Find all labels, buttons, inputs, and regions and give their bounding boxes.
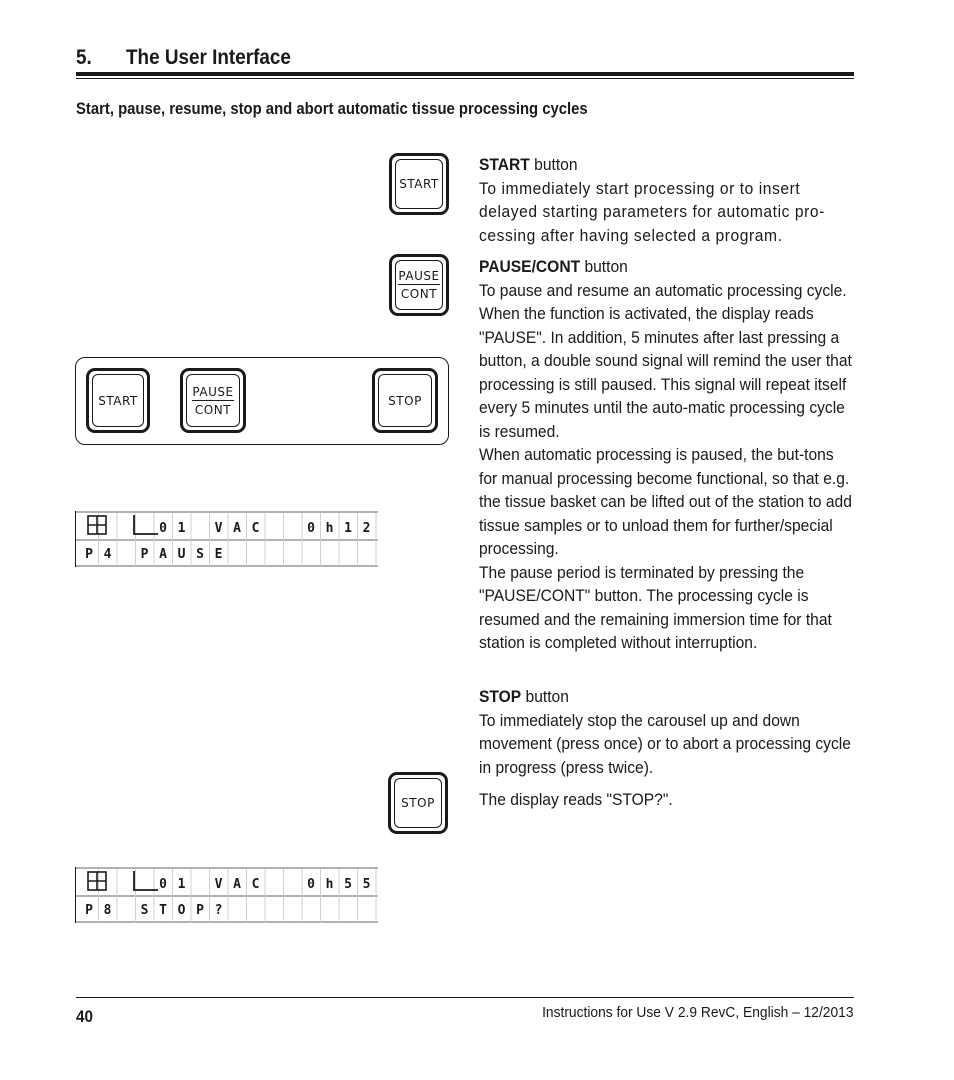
stop-key-illustration [388,772,448,834]
start-label-suffix: button [529,155,578,174]
stop-text-1: To immediately stop the carousel up and down movement (press once) or to abort a processing cycle in progress (press twice). [479,710,851,777]
lcd-character: P [85,546,93,562]
stop-description [479,685,855,812]
pause-label: PAUSE/CONT [479,257,581,276]
panel-start-label: START [98,393,138,408]
lcd-character: 1 [344,520,352,536]
lcd-character: 8 [103,902,112,918]
lcd-character: C [251,876,260,892]
lcd-character: O [177,902,186,918]
lcd-character: S [196,546,204,562]
pause-text-2: When the function is activated, the display reads "PAUSE". In addition, 5 minutes after last pressing a button, a double sound signal will remind the user that processing is still paused. This signal will repeat itself every 5 minutes until the auto-matic processing cycle is resumed. [479,304,852,441]
panel-start-key [86,368,150,433]
start-description [479,153,855,247]
lcd-character: 1 [177,520,186,536]
lcd-character: 5 [362,876,371,892]
pause-text-4: The pause period is terminated by pressing the "PAUSE/CONT" button. The processing cycle is resumed and the remaining immersion time for that station is completed without interruption. [479,562,832,652]
lcd-character: P [196,902,204,918]
lcd-character: 1 [177,876,186,892]
lcd-character: 0 [159,876,167,892]
panel-stop-label: STOP [388,393,422,408]
pause-cont-key-illustration [389,254,449,316]
pause-label-suffix: button [580,257,628,276]
lcd-character: C [251,520,260,536]
lcd-character: T [159,902,167,918]
lcd-character: E [214,546,223,562]
section-heading: Start, pause, resume, stop and abort automatic tissue processing cycles [76,100,588,118]
start-key-illustration [389,153,449,215]
panel-cont-label: CONT [194,402,232,417]
chapter-title: The User Interface [126,46,291,69]
basket-icon [88,872,106,890]
start-text: To immediately start processing or to insert delayed starting parameters for automatic pro-cessing after having selected a program. [479,178,825,245]
lcd-character: h [325,520,334,536]
stop-label-suffix: button [521,687,569,706]
lcd-character: h [325,876,334,892]
stop-key-label: STOP [401,796,435,810]
stop-label: STOP [479,687,522,706]
lcd-display-pause [75,511,377,567]
lcd-character: S [140,902,149,918]
lcd-display-stop [75,867,377,923]
lcd-character: 0 [159,520,167,536]
header-rule-thin [76,78,854,79]
lcd-character: P [85,902,93,918]
lcd-character: 4 [103,546,112,562]
basket-icon [88,516,106,534]
header-rule-thick [76,72,854,76]
chapter-number: 5. [76,46,92,69]
lcd-character: 5 [344,876,352,892]
lcd-character: 2 [362,520,371,536]
lcd-character: A [233,520,241,536]
pause-key-label: PAUSE [398,269,440,283]
cont-key-label: CONT [400,287,438,301]
pause-description [479,255,855,655]
lcd-character: V [214,520,223,536]
panel-pause-cont-key [180,368,246,433]
lcd-character: P [140,546,149,562]
stop-text-2: The display reads "STOP?". [479,790,673,809]
start-key-label: START [399,177,439,191]
lcd-character: 0 [307,520,315,536]
panel-stop-key [372,368,438,433]
footer-doc-info: Instructions for Use V 2.9 RevC, English – 12/2013 [542,1004,854,1021]
page-number: 40 [76,1007,94,1026]
lcd-character: U [177,546,186,562]
start-label: START [479,155,530,174]
lcd-character: A [233,876,241,892]
lcd-character: A [159,546,167,562]
lcd-character: ? [214,902,223,918]
lcd-character: 0 [307,876,315,892]
pause-text-1: To pause and resume an automatic processing cycle. [479,280,847,300]
pause-text-3: When automatic processing is paused, the but-tons for manual processing become functional, so that e.g. the tissue basket can be lifted out of the station to add tissue samples or to unload them for further/special processing. [479,445,852,558]
panel-pause-label: PAUSE [192,384,234,399]
footer-rule [76,997,854,998]
lcd-character: V [214,876,223,892]
